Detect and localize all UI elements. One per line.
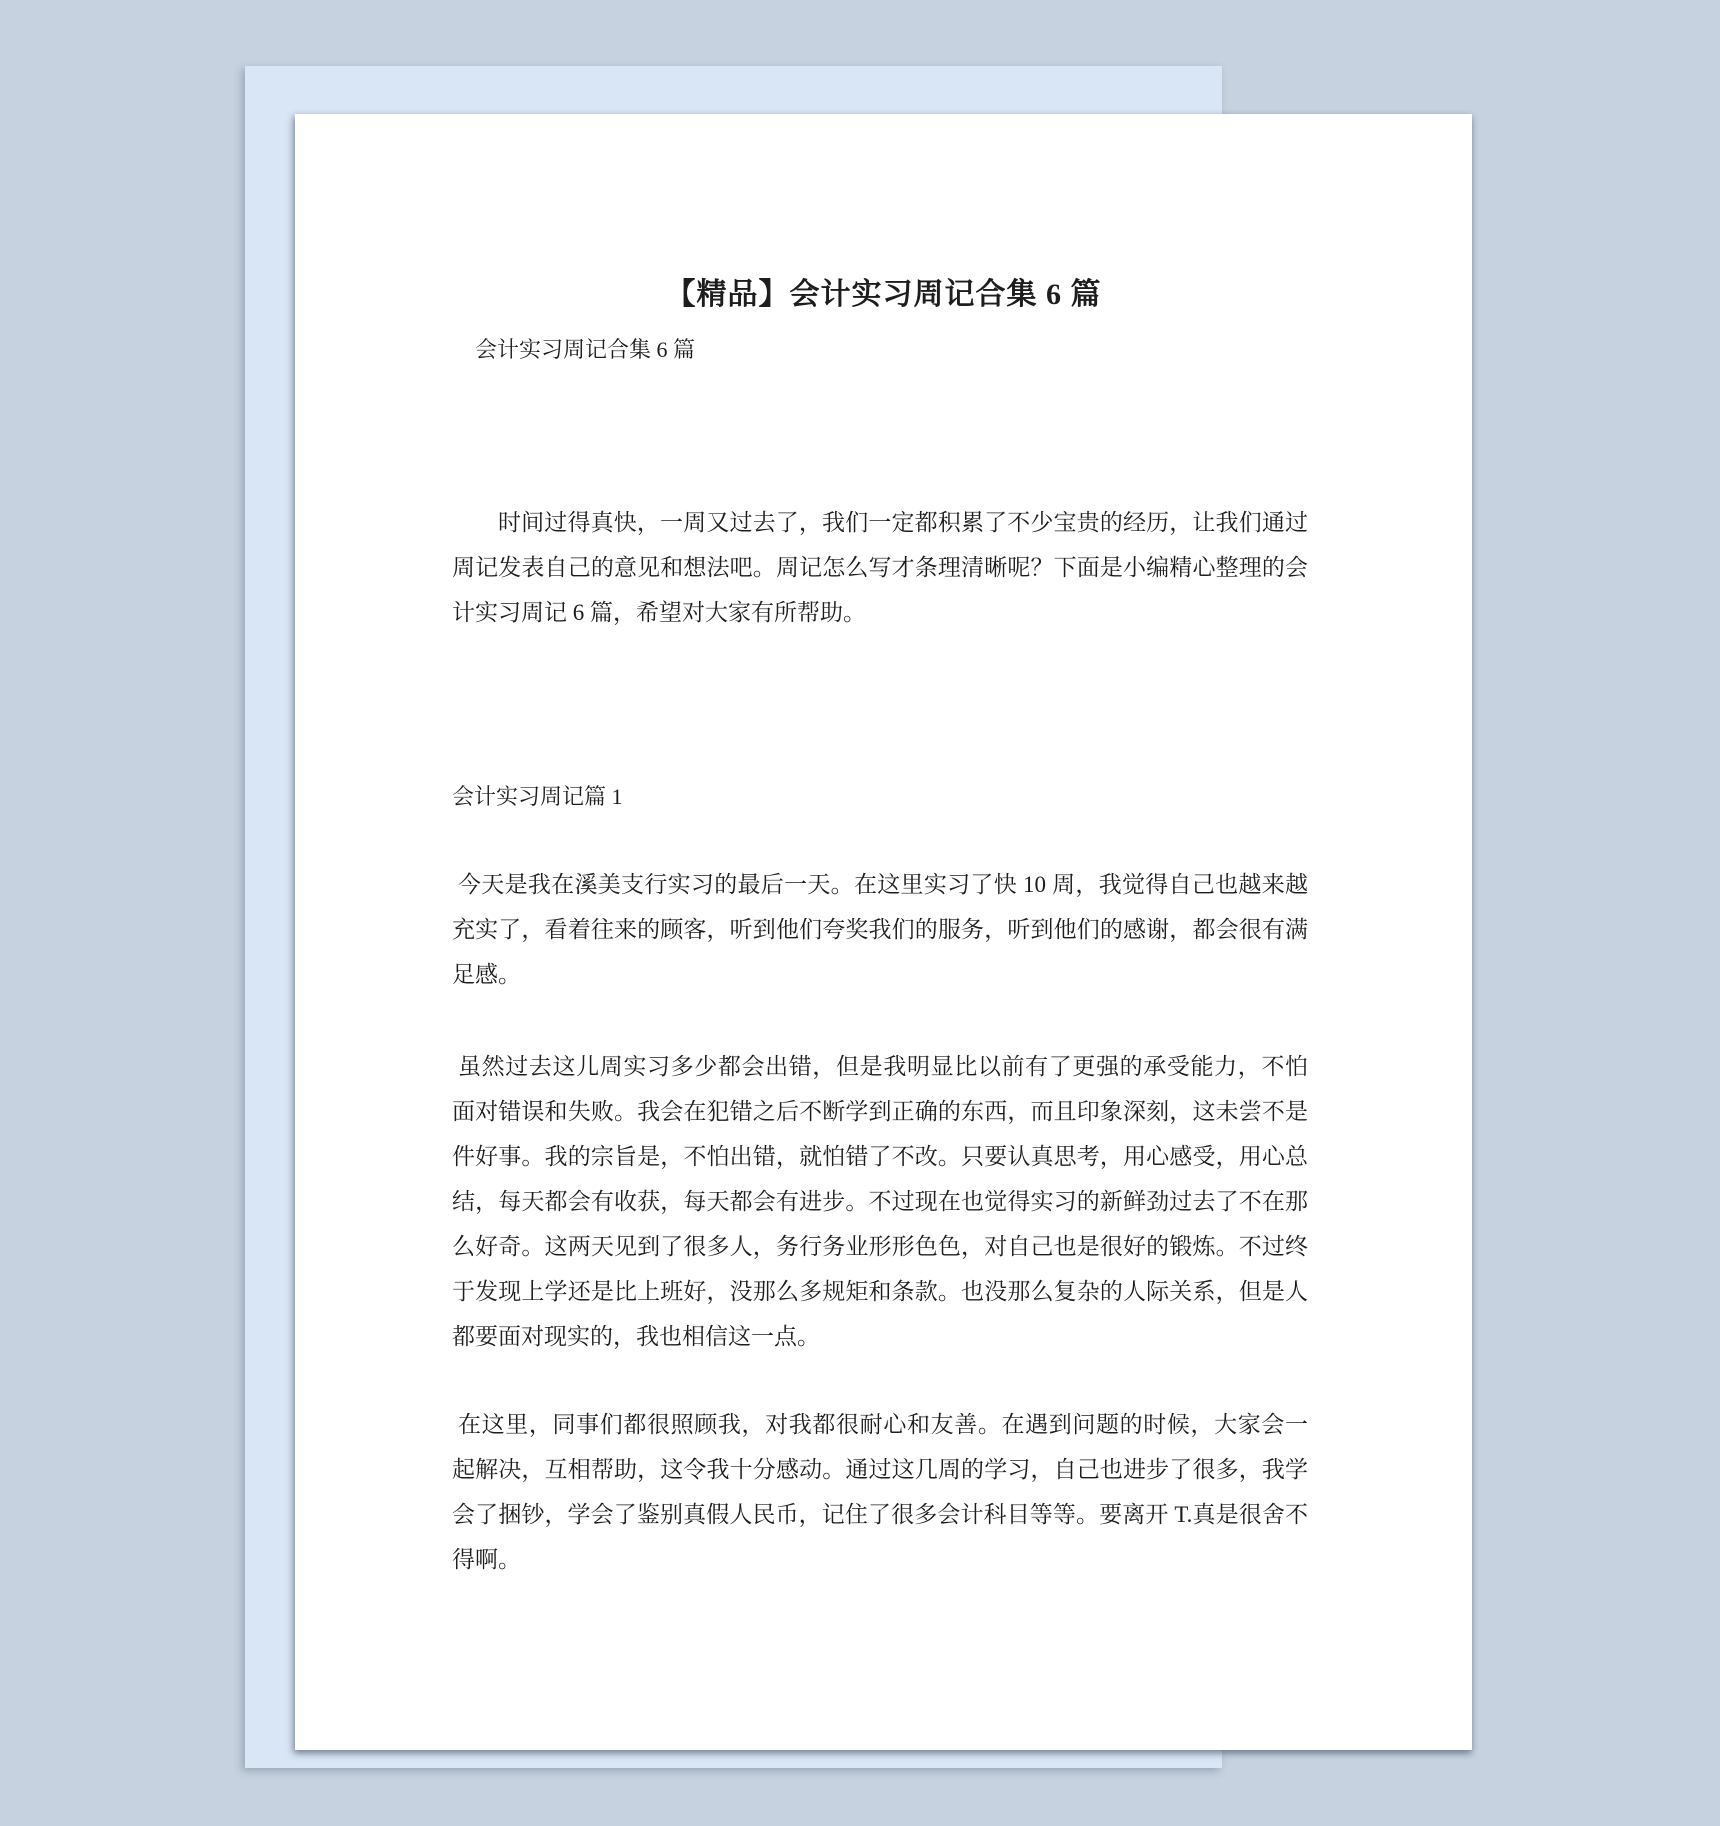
body-paragraph: 虽然过去这儿周实习多少都会出错，但是我明显比以前有了更强的承受能力，不怕面对错误和失败。我会在犯错之后不断学到正确的东西，而且印象深刻，这未尝不是件好事。我的宗旨是，不怕出错，就怕错了不改。只要认真思考，用心感受，用心总结，每天都会有收获，每天都会有进步。不过现在也觉得实习的新鲜劲过去了不在那么好奇。这两天见到了很多人，务行务业形形色色，对自己也是很好的锻炼。不过终于发现上学还是比上班好，没那么多规矩和条款。也没那么复杂的人际关系，但是人都要面对现实的，我也相信这一点。 (452, 1054, 1308, 1349)
document-title: 【精品】会计实习周记合集 6 篇 (665, 278, 1102, 311)
body-paragraph: 今天是我在溪美支行实习的最后一天。在这里实习了快 10 周，我觉得自己也越来越充实了，看着往来的顾客，听到他们夸奖我们的服务，听到他们的感谢，都会很有满足感。 (452, 872, 1308, 987)
intro-paragraph: 时间过得真快，一周又过去了，我们一定都积累了不少宝贵的经历，让我们通过周记发表自己的意见和想法吧。周记怎么写才条理清晰呢？下面是小编精心整理的会计实习周记 6 篇，希望对大家有所帮助。 (452, 510, 1308, 625)
document-page (295, 114, 1472, 1750)
section-heading: 会计实习周记篇 1 (452, 784, 623, 809)
body-paragraph: 在这里，同事们都很照顾我，对我都很耐心和友善。在遇到问题的时候，大家会一起解决，互相帮助，这令我十分感动。通过这几周的学习，自己也进步了很多，我学会了捆钞，学会了鉴别真假人民币，记住了很多会计科目等等。要离开 T.真是很舍不得啊。 (452, 1412, 1308, 1572)
document-subtitle: 会计实习周记合集 6 篇 (475, 337, 696, 362)
